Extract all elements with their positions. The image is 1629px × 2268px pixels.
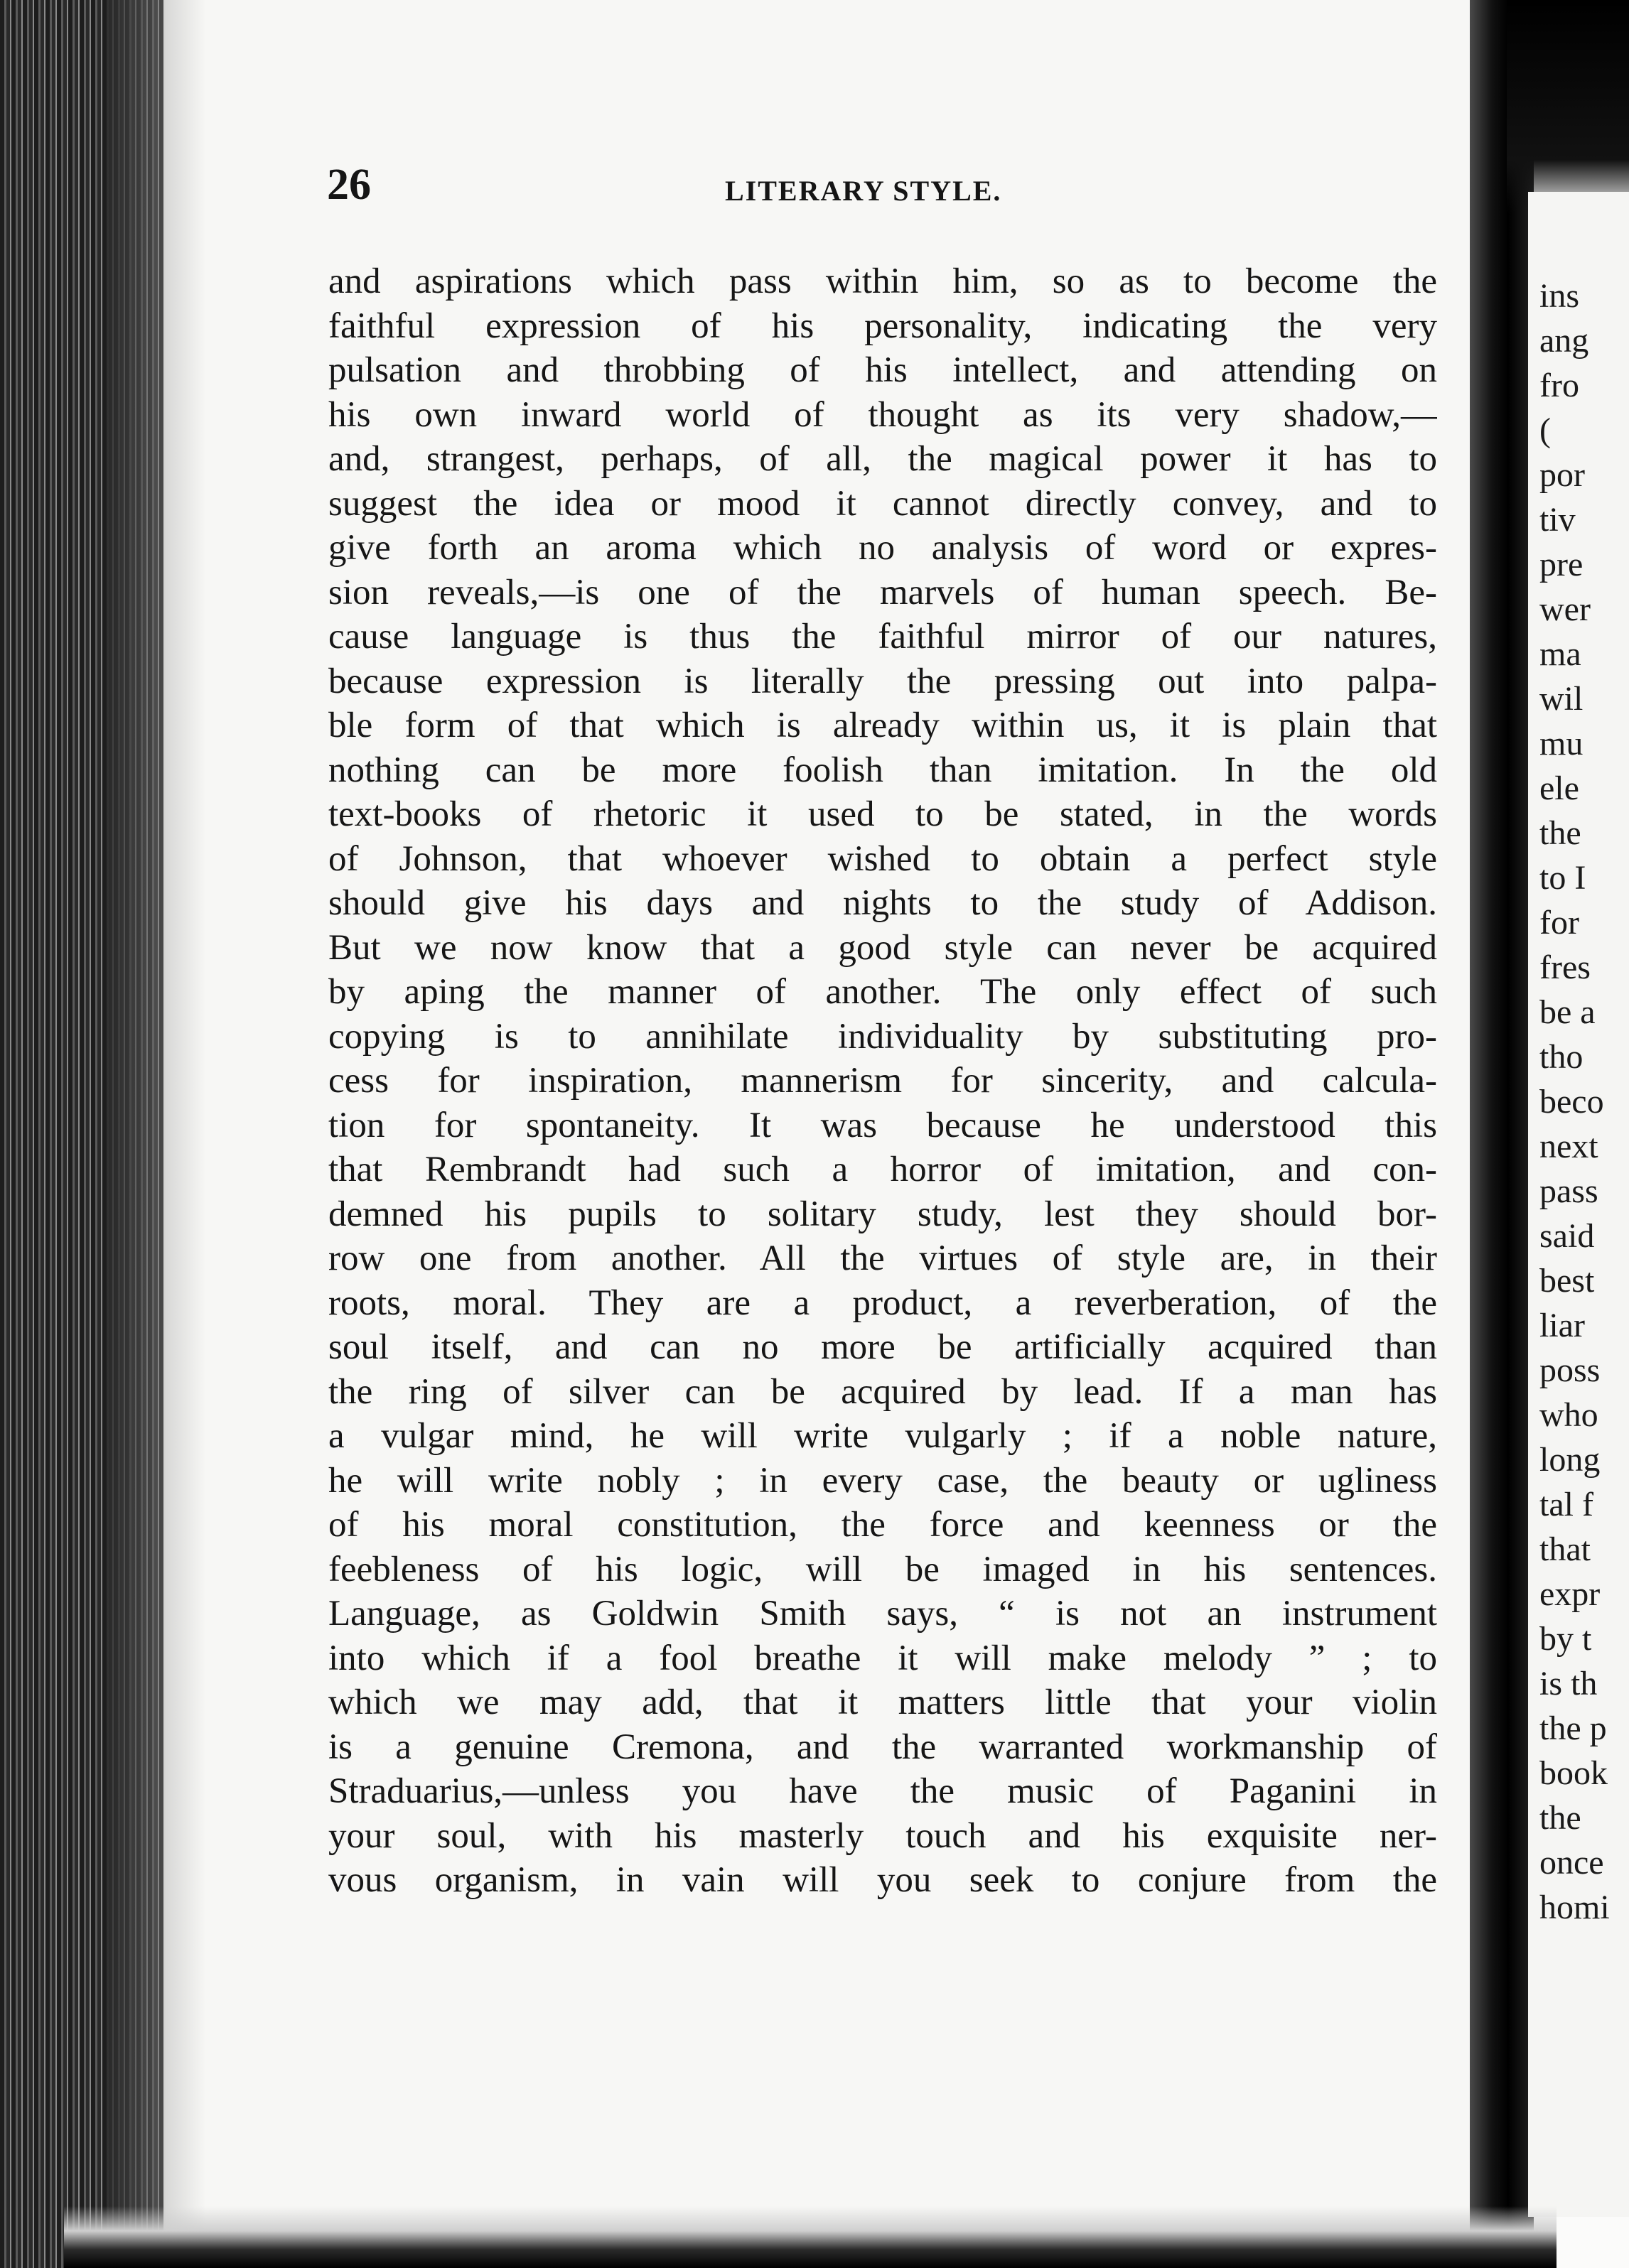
facing-page-text-line: once <box>1539 1844 1604 1881</box>
facing-page-text-line: tal f <box>1539 1486 1593 1523</box>
text-line: the ring of silver can be acquired by lead. If a man has <box>328 1371 1437 1412</box>
running-title: LITERARY STYLE. <box>725 175 1002 207</box>
text-line: pulsation and throbbing of his intellect, and attending on <box>328 350 1437 390</box>
facing-page-text-line: liar <box>1539 1307 1585 1344</box>
facing-page-text-line: who <box>1539 1396 1598 1434</box>
facing-page-text-line: the p <box>1539 1710 1607 1747</box>
facing-page-text-line: be a <box>1539 993 1596 1031</box>
facing-page-text-line: book <box>1539 1754 1608 1792</box>
facing-page-text-line: homi <box>1539 1889 1610 1926</box>
facing-page-text-line: por <box>1539 456 1585 494</box>
facing-page-text-line: tho <box>1539 1038 1584 1076</box>
text-line: vous organism, in vain will you seek to conjure from the <box>328 1860 1437 1900</box>
text-line: which we may add, that it matters little that your violin <box>328 1683 1437 1722</box>
facing-page-text-line: for <box>1539 904 1579 941</box>
page-edge-shadow <box>107 0 206 2268</box>
facing-page-text-line: is th <box>1539 1665 1598 1702</box>
text-line: give forth an aroma which no analysis of word or expres- <box>328 528 1437 568</box>
facing-page-text-line: mu <box>1539 725 1584 762</box>
facing-page-text-line: ( <box>1539 411 1551 449</box>
text-line: because expression is literally the pressing out into palpa- <box>328 661 1437 701</box>
facing-page-text-line: pre <box>1539 546 1584 583</box>
facing-page-text-line: ele <box>1539 770 1579 807</box>
text-line: roots, moral. They are a product, a reverberation, of the <box>328 1282 1437 1323</box>
text-line: row one from another. All the virtues of style are, in their <box>328 1238 1437 1278</box>
page-header <box>327 160 1436 224</box>
facing-page-text-line: wil <box>1539 680 1584 718</box>
facing-page-text-line: to I <box>1539 859 1586 897</box>
text-line: is a genuine Cremona, and the warranted workmanship of <box>328 1727 1437 1767</box>
facing-page-text-line: ang <box>1539 322 1589 360</box>
text-line: your soul, with his masterly touch and his exquisite ner- <box>328 1815 1437 1856</box>
text-line: demned his pupils to solitary study, lest they should bor- <box>328 1194 1437 1234</box>
text-line: Language, as Goldwin Smith says, “ is not an instrument <box>328 1594 1437 1634</box>
text-line: text-books of rhetoric it used to be stated, in the words <box>328 794 1437 834</box>
text-line: and aspirations which pass within him, so as to become the <box>328 261 1437 301</box>
text-line: soul itself, and can no more be artificially acquired than <box>328 1327 1437 1367</box>
text-line: that Rembrandt had such a horror of imitation, and con- <box>328 1150 1437 1189</box>
facing-page-text-line: ma <box>1539 635 1581 673</box>
text-line: he will write nobly ; in every case, the beauty or ugliness <box>328 1460 1437 1501</box>
text-line: suggest the idea or mood it cannot directly convey, and to <box>328 483 1437 524</box>
page-number: 26 <box>327 161 371 209</box>
text-line: of his moral constitution, the force and keenness or the <box>328 1505 1437 1545</box>
text-line: nothing can be more foolish than imitation. In the old <box>328 750 1437 790</box>
facing-page-text-line: poss <box>1539 1351 1601 1389</box>
book-bottom-edge <box>64 2206 1557 2268</box>
facing-page-text-line: long <box>1539 1441 1601 1479</box>
facing-page-shadow <box>1507 0 1629 213</box>
facing-page-text-line: the <box>1539 1799 1581 1837</box>
text-line: a vulgar mind, he will write vulgarly ; if a noble nature, <box>328 1416 1437 1456</box>
facing-page-text-line: the <box>1539 814 1581 852</box>
book-gutter <box>1470 0 1534 2268</box>
facing-page-text-line: ins <box>1539 277 1580 315</box>
text-line: ble form of that which is already within us, it is plain that <box>328 706 1437 745</box>
facing-page-text <box>1539 274 1629 1930</box>
facing-page-text-line: beco <box>1539 1083 1604 1120</box>
facing-page-text-line: that <box>1539 1530 1591 1568</box>
facing-page-text-line: wer <box>1539 590 1591 628</box>
text-line: into which if a fool breathe it will make melody ” ; to <box>328 1638 1437 1678</box>
facing-page-text-line: said <box>1539 1217 1595 1255</box>
text-line: faithful expression of his personality, indicating the very <box>328 306 1437 346</box>
text-line: But we now know that a good style can never be acquired <box>328 927 1437 968</box>
text-line: copying is to annihilate individuality by substituting pro- <box>328 1016 1437 1057</box>
text-line: should give his days and nights to the study of Addison. <box>328 883 1437 923</box>
text-line: cause language is thus the faithful mirror of our natures, <box>328 617 1437 657</box>
text-line: by aping the manner of another. The only effect of such <box>328 972 1437 1012</box>
facing-page-text-line: fro <box>1539 367 1579 404</box>
text-line: and, strangest, perhaps, of all, the magical power it has to <box>328 439 1437 479</box>
facing-page-text-line: pass <box>1539 1172 1598 1210</box>
facing-page-text-line: expr <box>1539 1575 1601 1613</box>
facing-page-text-line: tiv <box>1539 501 1576 539</box>
text-line: sion reveals,—is one of the marvels of human speech. Be- <box>328 572 1437 612</box>
facing-page-text-line: next <box>1539 1128 1598 1165</box>
facing-page-text-line: by t <box>1539 1620 1592 1658</box>
text-line: feebleness of his logic, will be imaged in his sentences. <box>328 1549 1437 1589</box>
text-line: his own inward world of thought as its very shadow,— <box>328 394 1437 435</box>
text-line: tion for spontaneity. It was because he understood this <box>328 1105 1437 1145</box>
facing-page-text-line: best <box>1539 1262 1595 1300</box>
page-body-text <box>328 259 1437 1903</box>
text-line: of Johnson, that whoever wished to obtain a perfect style <box>328 838 1437 879</box>
text-line: Straduarius,—unless you have the music of Paganini in <box>328 1771 1437 1811</box>
facing-page-text-line: fres <box>1539 949 1591 986</box>
text-line: cess for inspiration, mannerism for sincerity, and calcula- <box>328 1061 1437 1101</box>
